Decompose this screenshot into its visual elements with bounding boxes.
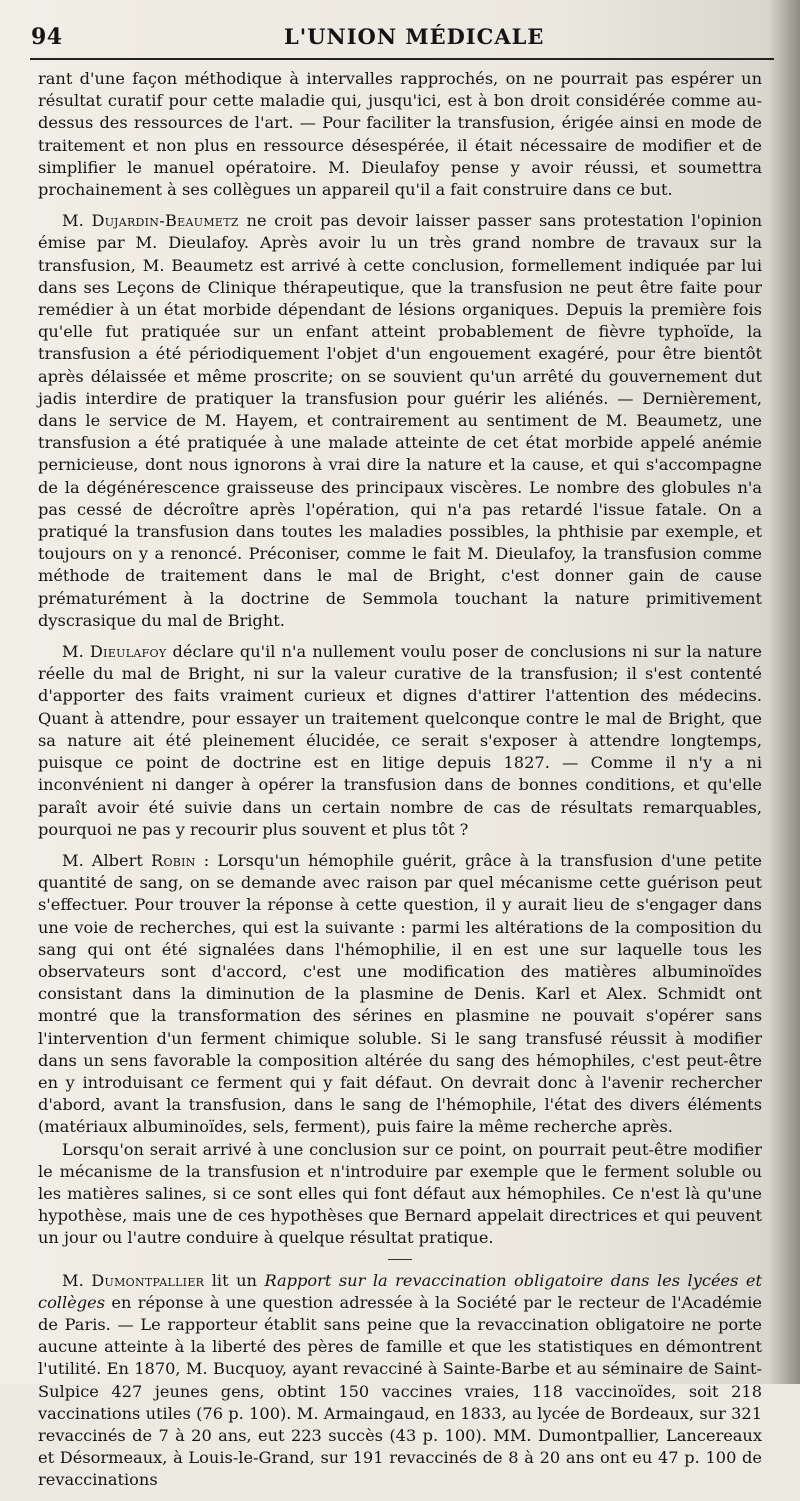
paragraph-dumontpallier: M. Dumontpallier lit un Rapport sur la revaccination obligatoire dans les lycées et collèges en réponse à une question adressée à la Société par le recteur de l'Académie de Paris. — Le rapporteur établit sans peine que la revaccination obligatoire ne porte aucune atteinte à la liberté des pères de famille et que les statistiques en démontrent l'utilité. En 1870, M. Bucquoy, ayant revacciné à Sainte-Barbe et au séminaire de Saint-Sulpice 427 jeunes gens, obtint 150 vaccines vraies, 118 vaccinoïdes, soit 218 vaccinations utiles (76 p. 100). M. Armaingaud, en 1833, au lycée de Bordeaux, sur 321 revaccinés de 7 à 20 ans, eut 223 succès (43 p. 100). MM. Dumontpallier, Lancereaux et Désormeaux, à Louis-le-Grand, sur 191 revaccinés de 8 à 20 ans ont eu 47 p. 100 de revaccinations (38, 1270, 762, 1490)
paragraph-dujardin-beaumetz: M. Dujardin-Beaumetz ne croit pas devoir laisser passer sans protestation l'opinion émise par M. Dieulafoy. Après avoir lu un très grand nombre de travaux sur la transfusion, M. Beaumetz est arrivé à cette conclusion, formellement indiquée par lui dans ses Leçons de Clinique thérapeutique, que la transfusion ne peut être faite pour remédier à un état morbide dépendant de lésions organiques. Depuis la première fois qu'elle fut pratiquée sur un enfant atteint probablement de fièvre typhoïde, la transfusion a été périodiquement l'objet d'un engouement exagéré, pour être bientôt après délaissée et même proscrite; on se souvient qu'un arrêté du gouvernement dut jadis interdire de pratiquer la transfusion pour guérir les aliénés. — Dernièrement, dans le service de M. Hayem, et contrairement au sentiment de M. Beaumetz, une transfusion a été pratiquée à une malade atteinte de cet état morbide appelé anémie pernicieuse, dont nous ignorons à vrai dire la nature et la cause, et qui s'accompagne de la dégénérescence graisseuse des principaux viscères. Le nombre des globules n'a pas cessé de décroître après l'opération, qui n'a pas retardé l'issue fatale. On a pratiqué la transfusion dans toutes les maladies possibles, la phthisie par exemple, et toujours on y a renoncé. Préconiser, comme le fait M. Dieulafoy, la transfusion comme méthode de traitement dans le mal de Bright, c'est donner gain de cause prématurément à la doctrine de Semmola touchant la nature primitivement dyscrasique du mal de Bright. (38, 211, 762, 630)
speaker-name: Dumontpallier (91, 1270, 205, 1290)
speaker-name: Dieulafoy (89, 642, 167, 662)
paragraph-continuation: rant d'une façon méthodique à intervalles rapprochés, on ne pourrait pas espérer un résultat curatif pour cette maladie qui, jusqu'ici, est à bon droit considérée comme au-dessus des ressources de l'art. — Pour faciliter la transfusion, érigée ainsi en mode de traitement et non plus en ressource désespérée, il était nécessaire de modifier et de simplifier le manuel opératoire. M. Dieulafoy pense y avoir réussi, et soumettra prochainement à ses collègues un appareil qu'il a fait construire dans ce but. (38, 69, 762, 200)
speaker-name: Robin (150, 850, 196, 870)
running-title: L'UNION MÉDICALE (284, 24, 545, 49)
header-rule (30, 58, 774, 60)
section-divider (388, 1259, 412, 1260)
paragraph-dieulafoy: M. Dieulafoy déclare qu'il n'a nullement voulu poser de conclusions ni sur la nature réelle du mal de Bright, ni sur la valeur curative de la transfusion; il s'est contenté d'apporter des faits vraiment curieux et dignes d'attirer l'attention des médecins. Quant à attendre, pour essayer un traitement quelconque contre le mal de Bright, que sa nature ait été pleinement élucidée, ce serait s'exposer à attendre longtemps, puisque ce point de doctrine est en litige depuis 1827. — Comme il n'y a ni inconvénient ni danger à opérer la transfusion dans de bonnes conditions, et qu'elle paraît avoir été suivie dans un certain nombre de cas de résultats remarquables, pourquoi ne pas y recourir plus souvent et plus tôt ? (38, 642, 762, 839)
paragraph-robin-continued: Lorsqu'on serait arrivé à une conclusion sur ce point, on pourrait peut-être modifier le mécanisme de la transfusion et n'introduire par exemple que le ferment soluble ou les matières salines, si ce sont elles qui font défaut aux hémophiles. Ce n'est là qu'une hypothèse, mais une de ces hypothèses que Bernard appelait directrices et qui peuvent un jour ou l'autre conduire à quelque résultat pratique. (38, 1139, 762, 1248)
body-text (38, 68, 762, 1501)
report-title: Rapport sur la revaccination obligatoire dans les lycées et collèges (38, 1270, 762, 1312)
paragraph-robin: M. Albert Robin : Lorsqu'un hémophile guérit, grâce à la transfusion d'une petite quantité de sang, on se demande avec raison par quel mécanisme cette guérison peut s'effectuer. Pour trouver la réponse à cette question, il y aurait lieu de s'engager dans une voie de recherches, qui est la suivante : parmi les altérations de la composition du sang qui ont été signalées dans l'hémophilie, il en est une sur laquelle tous les observateurs sont d'accord, c'est une modification des matières albuminoïdes consistant dans la diminution de la plasmine de Denis. Karl et Alex. Schmidt ont montré que la transformation des sérines en plasmine ne pouvait s'opérer sans l'intervention d'un ferment chimique soluble. Si le sang transfusé réussit à modifier dans un sens favorable la composition altérée du sang des hémophiles, c'est peut-être en y introduisant ce ferment qui y fait défaut. On devrait donc à l'avenir rechercher d'abord, avant la transfusion, dans le sang de l'hémophile, l'état des divers éléments (matériaux albuminoïdes, sels, ferment), puis faire la même recherche après. (38, 850, 762, 1137)
page-header (0, 0, 800, 60)
speaker-name: Dujardin-Beaumetz (91, 211, 239, 231)
page-number: 94 (31, 24, 63, 50)
